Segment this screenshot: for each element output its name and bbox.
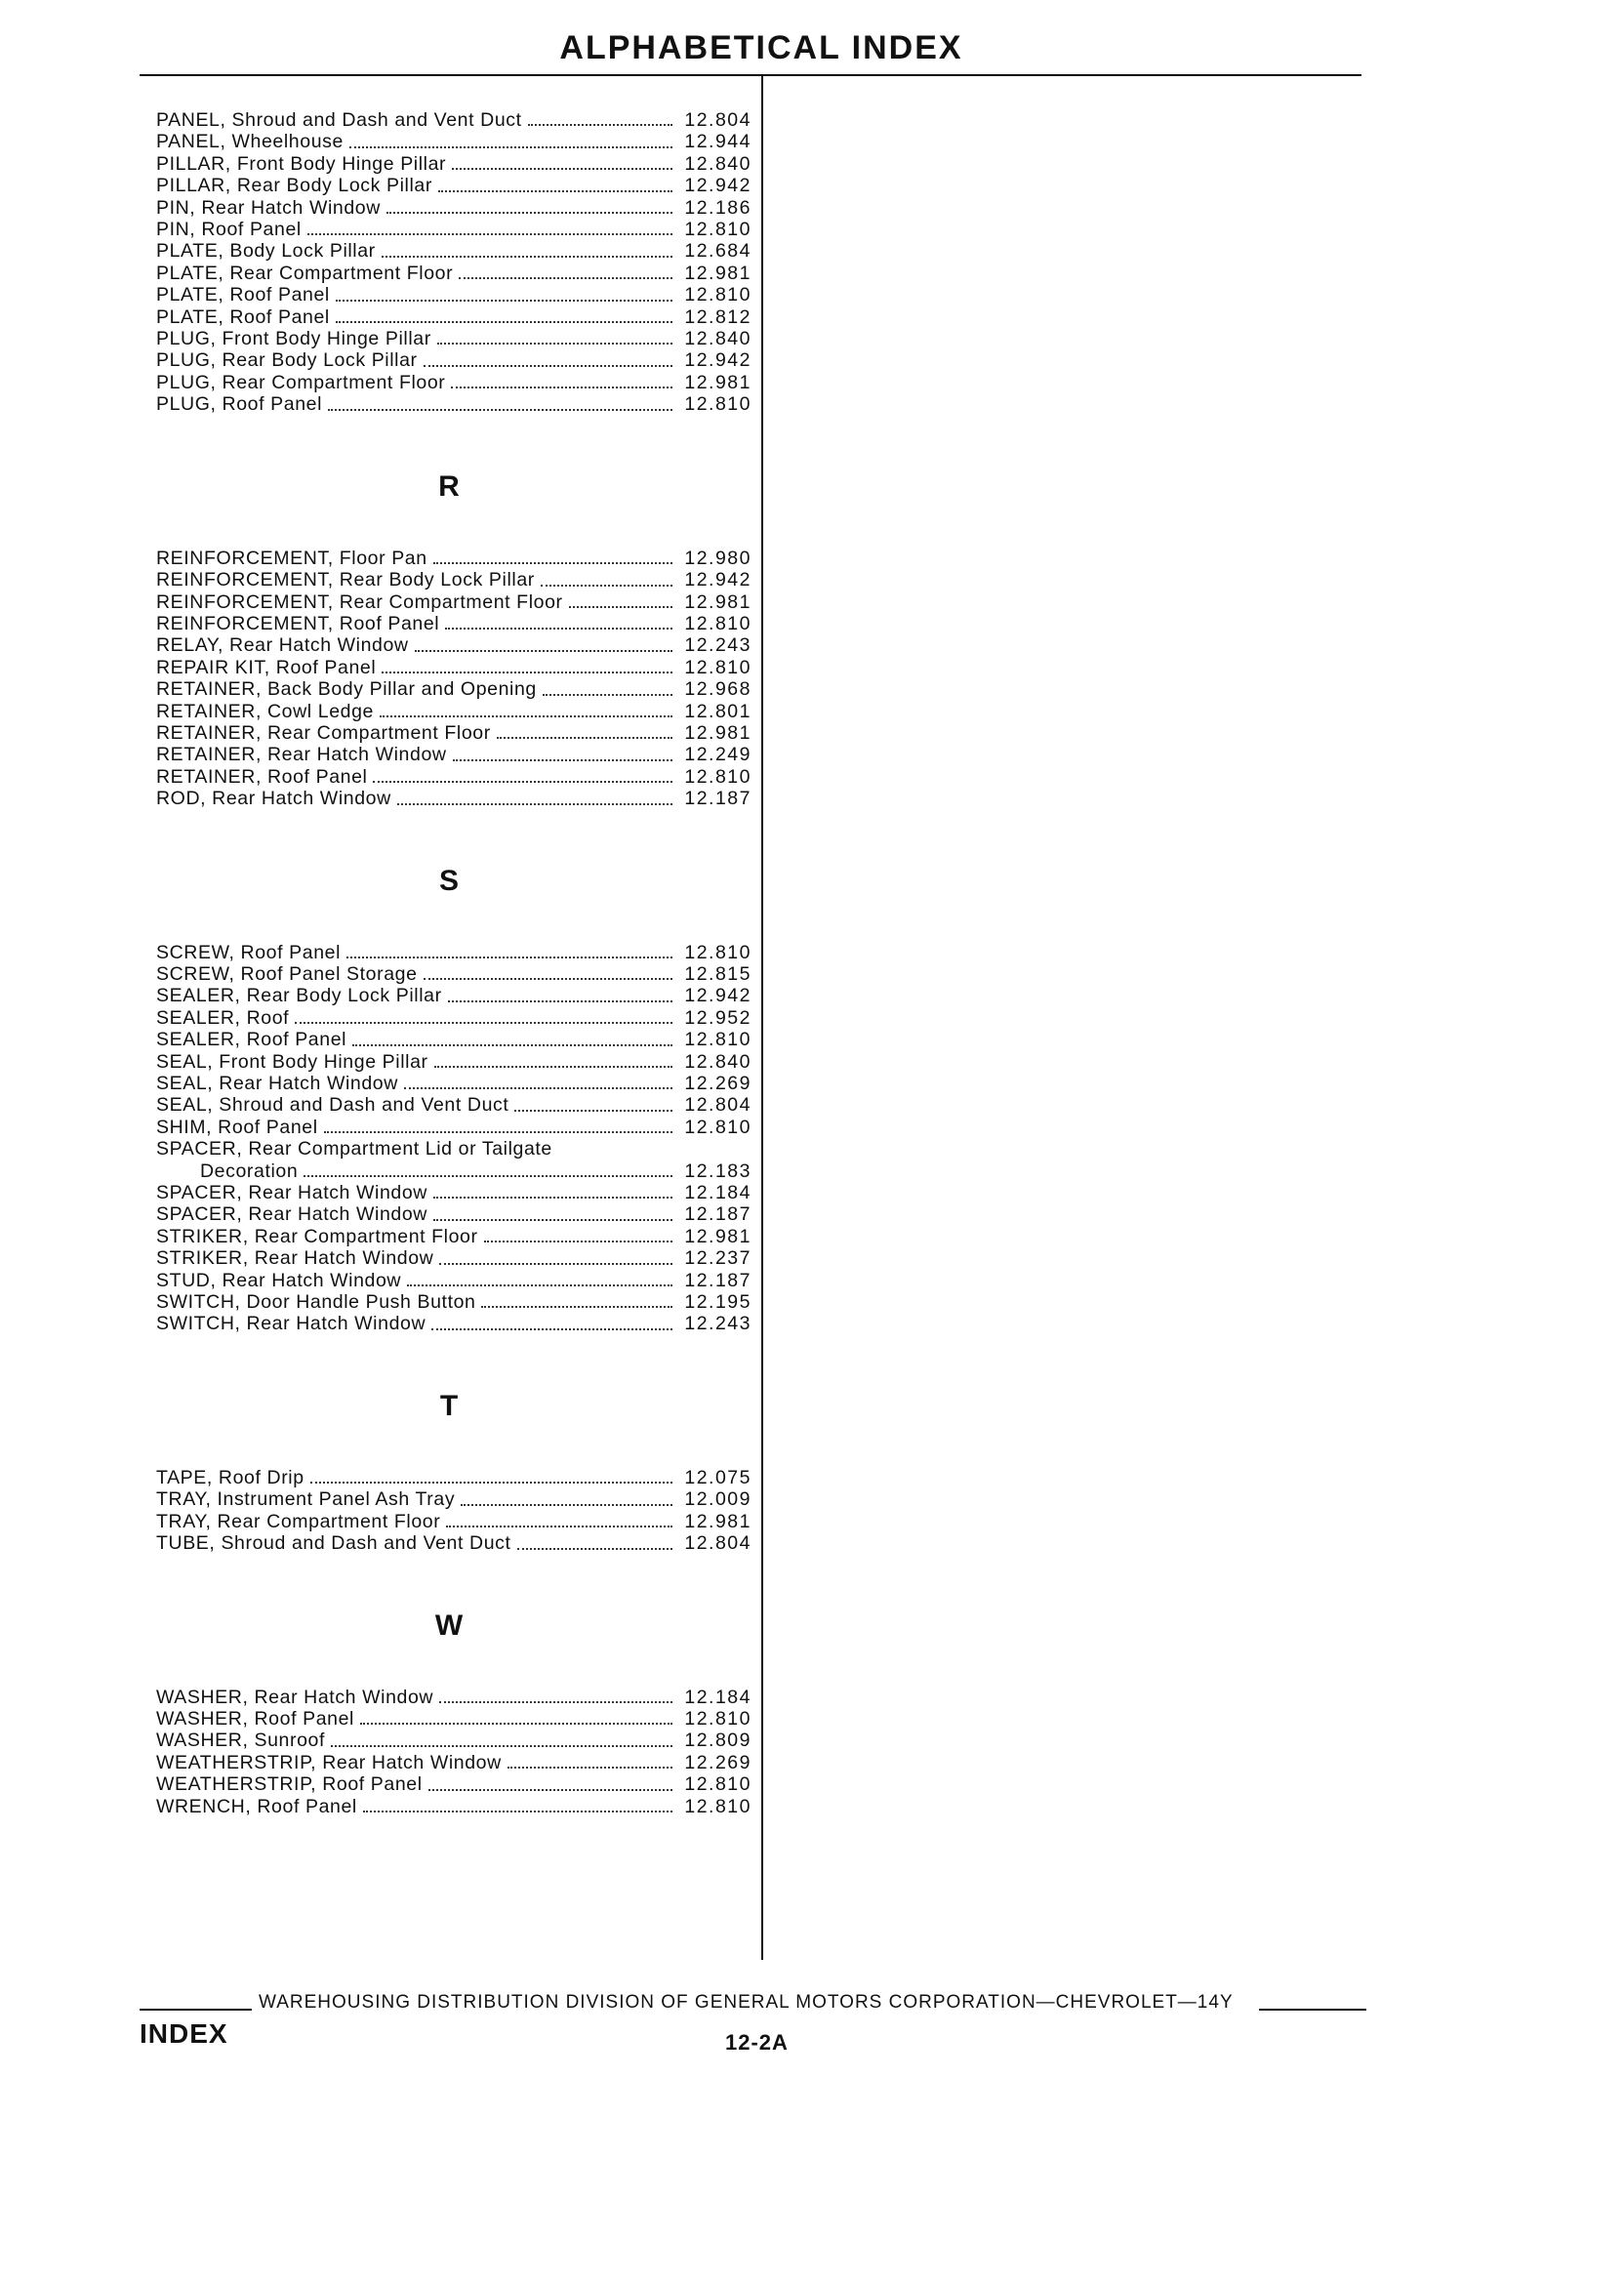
dot-leader	[307, 233, 672, 235]
dot-leader	[433, 1197, 672, 1199]
index-entry	[156, 219, 751, 240]
dot-leader	[541, 585, 672, 587]
dot-leader	[528, 124, 672, 126]
entry-name: SPACER, Rear Hatch Window	[156, 1203, 427, 1226]
entry-name: PLUG, Roof Panel	[156, 393, 323, 416]
index-section	[156, 1609, 751, 1817]
dot-leader	[331, 1745, 672, 1747]
index-section	[156, 1390, 751, 1555]
entry-page: 12.942	[684, 985, 751, 1007]
entry-page: 12.804	[684, 1532, 751, 1555]
index-entry	[156, 240, 751, 262]
dot-leader	[404, 1087, 672, 1089]
entry-name: REPAIR KIT, Roof Panel	[156, 656, 377, 678]
index-entry	[156, 1182, 751, 1203]
section-letter: W	[434, 1608, 464, 1642]
dot-leader	[433, 1219, 672, 1221]
index-entry	[156, 985, 751, 1006]
dot-leader	[328, 409, 672, 411]
entry-page: 12.980	[684, 547, 751, 569]
entry-name: SEALER, Roof Panel	[156, 1029, 347, 1051]
entry-page: 12.810	[684, 1707, 751, 1730]
entry-page: 12.810	[684, 765, 751, 788]
column-divider	[761, 76, 763, 1960]
entry-page: 12.684	[684, 240, 751, 263]
footer-rule-left	[140, 2009, 252, 2011]
dot-leader	[484, 1241, 672, 1242]
entry-page: 12.840	[684, 328, 751, 350]
entry-name: SEAL, Rear Hatch Window	[156, 1073, 398, 1094]
entry-page: 12.186	[684, 196, 751, 219]
dot-leader	[424, 978, 672, 980]
entry-page: 12.810	[684, 284, 751, 306]
entry-page: 12.810	[684, 1773, 751, 1796]
index-entry	[156, 1203, 751, 1225]
footer-page-number: 12-2A	[725, 2030, 789, 2055]
entry-page: 12.187	[684, 788, 751, 810]
entry-name: TRAY, Rear Compartment Floor	[156, 1510, 441, 1532]
entry-page: 12.952	[684, 1006, 751, 1029]
index-entry	[156, 284, 751, 305]
entry-name: TAPE, Roof Drip	[156, 1466, 304, 1488]
index-entry	[156, 1029, 751, 1050]
entry-name: SCREW, Roof Panel Storage	[156, 962, 418, 985]
section-letter: S	[438, 864, 459, 897]
index-entry	[156, 1138, 751, 1160]
index-entry	[156, 1532, 751, 1554]
index-entry	[156, 1511, 751, 1532]
dot-leader	[407, 1284, 672, 1286]
entry-name: PLATE, Roof Panel	[156, 305, 330, 328]
entry-name: SHIM, Roof Panel	[156, 1116, 318, 1138]
dot-leader	[295, 1022, 672, 1024]
index-entry	[156, 657, 751, 678]
index-entry	[156, 613, 751, 634]
index-section	[156, 109, 751, 416]
dot-leader	[386, 212, 672, 214]
entry-name: SEAL, Front Body Hinge Pillar	[156, 1050, 428, 1073]
entry-name: TRAY, Instrument Panel Ash Tray	[156, 1488, 456, 1511]
entry-page: 12.809	[684, 1730, 751, 1752]
section-letter: R	[438, 469, 460, 503]
entry-page: 12.009	[684, 1488, 751, 1511]
index-entry	[156, 788, 751, 809]
entry-name: STRIKER, Rear Compartment Floor	[156, 1225, 478, 1247]
entry-page: 12.269	[684, 1751, 751, 1773]
index-entry	[156, 306, 751, 328]
dot-leader	[517, 1548, 672, 1550]
entry-name: PLUG, Rear Body Lock Pillar	[156, 349, 418, 372]
title-rule	[140, 74, 1361, 76]
entry-name: Decoration	[200, 1160, 299, 1182]
dot-leader	[434, 1066, 672, 1068]
entry-name: PLUG, Rear Compartment Floor	[156, 371, 446, 393]
entry-name: ROD, Rear Hatch Window	[156, 788, 391, 810]
entry-page: 12.269	[684, 1073, 751, 1094]
entry-name: RETAINER, Cowl Ledge	[156, 700, 374, 722]
entry-page: 12.243	[684, 634, 751, 657]
entry-name: WEATHERSTRIP, Roof Panel	[156, 1773, 423, 1796]
entry-page: 12.243	[684, 1313, 751, 1335]
entry-page: 12.981	[684, 371, 751, 393]
entry-page: 12.981	[684, 590, 751, 613]
entry-page: 12.810	[684, 1795, 751, 1817]
entry-name: RELAY, Rear Hatch Window	[156, 634, 409, 657]
index-entry	[156, 744, 751, 765]
entry-name: RETAINER, Rear Compartment Floor	[156, 721, 491, 744]
entry-name: PLUG, Front Body Hinge Pillar	[156, 328, 431, 350]
entry-name: PILLAR, Front Body Hinge Pillar	[156, 152, 447, 175]
index-entry	[156, 1752, 751, 1773]
index-entry	[156, 722, 751, 744]
index-entry	[156, 1291, 751, 1313]
dot-leader	[459, 277, 672, 279]
dot-leader	[397, 803, 672, 805]
entry-name: STUD, Rear Hatch Window	[156, 1269, 402, 1291]
entry-name: SWITCH, Rear Hatch Window	[156, 1313, 426, 1335]
index-section	[156, 470, 751, 810]
dot-leader	[543, 694, 672, 696]
dot-leader	[336, 300, 672, 302]
footer-rule-right	[1259, 2009, 1366, 2011]
entry-page: 12.981	[684, 1510, 751, 1532]
index-entry	[156, 548, 751, 569]
entry-page: 12.942	[684, 569, 751, 591]
index-entry	[156, 1226, 751, 1247]
entry-page: 12.981	[684, 1225, 751, 1247]
entry-name: WRENCH, Roof Panel	[156, 1795, 357, 1817]
entry-name: RETAINER, Roof Panel	[156, 765, 368, 788]
index-entry	[156, 263, 751, 284]
index-entry	[156, 328, 751, 349]
dot-leader	[304, 1175, 672, 1177]
page-title: ALPHABETICAL INDEX	[559, 29, 963, 66]
entry-name: REINFORCEMENT, Roof Panel	[156, 612, 440, 634]
entry-name: SEALER, Roof	[156, 1006, 290, 1029]
index-entry	[156, 1007, 751, 1029]
entry-page: 12.184	[684, 1182, 751, 1204]
index-entry	[156, 569, 751, 590]
dot-leader	[439, 1263, 672, 1265]
dot-leader	[382, 672, 672, 673]
entry-page: 12.981	[684, 262, 751, 284]
entry-name: TUBE, Shroud and Dash and Vent Duct	[156, 1532, 511, 1555]
dot-leader	[382, 256, 672, 258]
entry-page: 12.810	[684, 612, 751, 634]
index-entry	[156, 349, 751, 371]
entry-name: SEALER, Rear Body Lock Pillar	[156, 985, 442, 1007]
index-entry	[156, 766, 751, 788]
entry-name: RETAINER, Back Body Pillar and Opening	[156, 678, 537, 701]
index-section	[156, 865, 751, 1335]
dot-leader	[439, 1701, 672, 1703]
dot-leader	[481, 1306, 672, 1308]
entry-page: 12.810	[684, 1116, 751, 1138]
index-entry	[156, 1094, 751, 1116]
entry-page: 12.810	[684, 393, 751, 416]
index-entry	[156, 701, 751, 722]
entry-name: REINFORCEMENT, Rear Compartment Floor	[156, 590, 563, 613]
entry-page: 12.184	[684, 1686, 751, 1708]
entry-name: PILLAR, Rear Body Lock Pillar	[156, 175, 432, 197]
entry-page: 12.810	[684, 1029, 751, 1051]
entry-page: 12.075	[684, 1466, 751, 1488]
index-entry	[156, 131, 751, 152]
index-entry	[156, 153, 751, 175]
dot-leader	[360, 1723, 672, 1725]
index-entry	[156, 1796, 751, 1817]
entry-name: STRIKER, Rear Hatch Window	[156, 1247, 434, 1270]
entry-name: WASHER, Sunroof	[156, 1730, 325, 1752]
footer-publisher: WAREHOUSING DISTRIBUTION DIVISION OF GENERAL MOTORS CORPORATION—CHEVROLET—14Y	[259, 1992, 1234, 2013]
entry-page: 12.804	[684, 1094, 751, 1117]
dot-leader	[424, 365, 672, 367]
dot-leader	[452, 168, 672, 170]
dot-leader	[453, 759, 672, 761]
entry-page: 12.810	[684, 656, 751, 678]
entry-page: 12.942	[684, 175, 751, 197]
entry-page: 12.981	[684, 721, 751, 744]
entry-page: 12.944	[684, 131, 751, 153]
index-entry	[156, 1708, 751, 1730]
index-entry	[156, 1117, 751, 1138]
dot-leader	[514, 1110, 672, 1112]
index-entry	[156, 1247, 751, 1269]
entry-name: PLATE, Rear Compartment Floor	[156, 262, 454, 284]
entry-page: 12.187	[684, 1269, 751, 1291]
entry-name: PANEL, Wheelhouse	[156, 131, 344, 153]
entry-name: WEATHERSTRIP, Rear Hatch Window	[156, 1751, 502, 1773]
dot-leader	[346, 957, 672, 958]
dot-leader	[508, 1767, 672, 1769]
index-entry	[156, 1488, 751, 1510]
entry-name: PIN, Rear Hatch Window	[156, 196, 381, 219]
index-entry	[156, 678, 751, 700]
dot-leader	[431, 1328, 672, 1330]
dot-leader	[380, 715, 672, 717]
entry-page: 12.840	[684, 1050, 751, 1073]
entry-name: WASHER, Rear Hatch Window	[156, 1686, 434, 1708]
entry-name: PIN, Roof Panel	[156, 219, 302, 241]
entry-name: RETAINER, Rear Hatch Window	[156, 744, 447, 766]
index-entry	[156, 1270, 751, 1291]
entry-page: 12.968	[684, 678, 751, 701]
index-entry	[156, 634, 751, 656]
index-entry	[156, 963, 751, 985]
dot-leader	[336, 321, 672, 323]
entry-name: REINFORCEMENT, Floor Pan	[156, 547, 427, 569]
dot-leader	[433, 562, 672, 564]
dot-leader	[352, 1044, 672, 1046]
entry-page: 12.942	[684, 349, 751, 372]
dot-leader	[428, 1789, 672, 1791]
dot-leader	[437, 343, 672, 345]
dot-leader	[448, 1000, 672, 1002]
entry-page: 12.237	[684, 1247, 751, 1270]
index-entry	[156, 1313, 751, 1334]
index-entry	[156, 372, 751, 393]
entry-page: 12.810	[684, 219, 751, 241]
entry-page: 12.840	[684, 152, 751, 175]
index-entry	[156, 942, 751, 963]
entry-name: SEAL, Shroud and Dash and Vent Duct	[156, 1094, 509, 1117]
index-entry	[156, 1773, 751, 1795]
index-entry	[156, 591, 751, 613]
entry-page: 12.801	[684, 700, 751, 722]
entry-name: SPACER, Rear Hatch Window	[156, 1182, 427, 1204]
entry-name: REINFORCEMENT, Rear Body Lock Pillar	[156, 569, 535, 591]
entry-page: 12.812	[684, 305, 751, 328]
entry-name: PLATE, Body Lock Pillar	[156, 240, 376, 263]
index-entry	[156, 1051, 751, 1073]
entry-name: SPACER, Rear Compartment Lid or Tailgate	[156, 1138, 552, 1160]
dot-leader	[363, 1811, 672, 1812]
index-entry	[156, 1687, 751, 1708]
dot-leader	[310, 1482, 672, 1484]
entry-page: 12.249	[684, 744, 751, 766]
entry-page: 12.810	[684, 941, 751, 963]
index-entry	[156, 197, 751, 219]
entry-name: WASHER, Roof Panel	[156, 1707, 354, 1730]
dot-leader	[373, 781, 672, 783]
entry-name: PLATE, Roof Panel	[156, 284, 330, 306]
index-entry	[156, 1073, 751, 1094]
entry-name: PANEL, Shroud and Dash and Vent Duct	[156, 109, 522, 131]
index-entry	[156, 1730, 751, 1751]
entry-name: SCREW, Roof Panel	[156, 941, 342, 963]
dot-leader	[415, 650, 672, 652]
entry-page: 12.804	[684, 109, 751, 131]
dot-leader	[461, 1504, 672, 1506]
dot-leader	[438, 190, 672, 192]
entry-name: SWITCH, Door Handle Push Button	[156, 1291, 476, 1314]
index-entry	[156, 393, 751, 415]
section-letter: T	[439, 1389, 459, 1422]
dot-leader	[451, 387, 672, 388]
dot-leader	[349, 146, 672, 148]
entry-page: 12.815	[684, 962, 751, 985]
index-entry	[156, 109, 751, 131]
index-entry	[156, 175, 751, 196]
entry-page: 12.187	[684, 1203, 751, 1226]
index-column	[156, 109, 751, 1817]
footer-section-name: INDEX	[140, 2018, 228, 2049]
entry-page: 12.183	[684, 1160, 751, 1182]
dot-leader	[446, 1526, 672, 1527]
index-entry	[156, 1467, 751, 1488]
index-entry	[156, 1160, 751, 1182]
dot-leader	[569, 606, 672, 608]
dot-leader	[497, 737, 672, 739]
entry-page: 12.195	[684, 1291, 751, 1314]
dot-leader	[324, 1131, 672, 1133]
dot-leader	[445, 628, 672, 630]
